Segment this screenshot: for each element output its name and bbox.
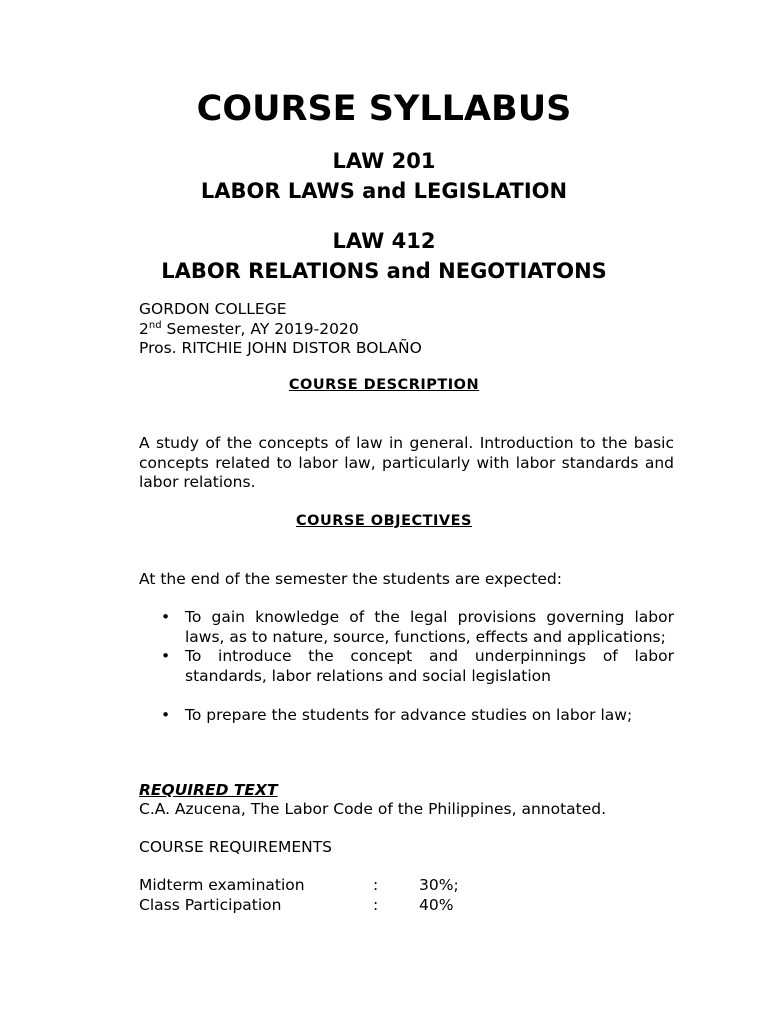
requirement-separator: :: [373, 896, 379, 914]
course-description-text: A study of the concepts of law in general. Introduction to the basic concepts related to labor law, particularly with labor standards and labor relations.: [139, 434, 674, 491]
required-text-value: C.A. Azucena, The Labor Code of the Philippines, annotated.: [139, 800, 607, 818]
semester-number: 2: [139, 319, 149, 338]
requirement-name: Midterm examination: [139, 876, 305, 894]
semester-line: [139, 320, 422, 340]
required-text-label: REQUIRED TEXT: [139, 781, 278, 799]
course-requirements-label: COURSE REQUIREMENTS: [139, 838, 333, 856]
course-code: LAW 201: [332, 149, 436, 173]
requirement-separator: :: [373, 876, 379, 894]
course-name: LABOR LAWS and LEGISLATION: [200, 179, 568, 203]
bullet-icon: •: [161, 608, 171, 626]
course-law-201: [0, 146, 768, 206]
list-item: [139, 608, 674, 647]
course-code: LAW 412: [332, 229, 436, 253]
semester-suffix: nd: [148, 319, 162, 331]
requirement-weight: 30%;: [419, 876, 459, 894]
bullet-icon: •: [161, 705, 171, 724]
objective-text: To prepare the students for advance studies on labor law;: [185, 705, 633, 724]
list-item: [139, 647, 674, 686]
school-name: GORDON COLLEGE: [139, 300, 287, 318]
course-objectives-heading: COURSE OBJECTIVES: [296, 513, 472, 529]
course-info: [139, 300, 422, 359]
course-description-heading: COURSE DESCRIPTION: [288, 377, 480, 393]
list-item: [139, 706, 674, 726]
page-title: COURSE SYLLABUS: [196, 89, 572, 129]
objectives-intro: At the end of the semester the students are expected:: [139, 570, 562, 588]
objectives-list: [139, 608, 674, 725]
semester-rest: Semester, AY 2019-2020: [161, 319, 359, 338]
requirement-name: Class Participation: [139, 896, 282, 914]
objective-text: To introduce the concept and underpinnings of labor standards, labor relations and social legislation: [185, 647, 674, 685]
objective-text: To gain knowledge of the legal provisions governing labor laws, as to nature, source, functions, effects and applications;: [185, 608, 674, 646]
requirement-weight: 40%: [419, 896, 454, 914]
instructor-name: Pros. RITCHIE JOHN DISTOR BOLAÑO: [139, 339, 422, 357]
course-name: LABOR RELATIONS and NEGOTIATONS: [161, 259, 607, 283]
course-law-412: [0, 226, 768, 286]
bullet-icon: •: [161, 647, 171, 665]
